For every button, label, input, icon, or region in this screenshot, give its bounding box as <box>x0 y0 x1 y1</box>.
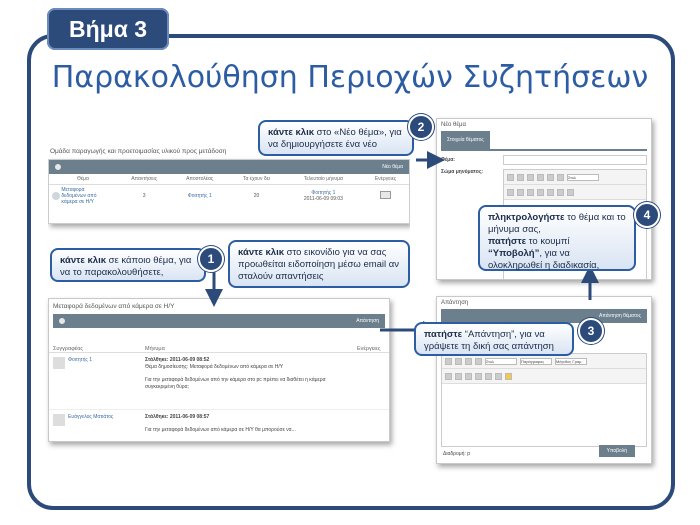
callout-4-bold3: “Υποβολή” <box>488 248 540 259</box>
paste-icon[interactable] <box>445 373 452 380</box>
undo-icon[interactable] <box>547 189 554 196</box>
topic-list-screenshot <box>48 144 410 240</box>
post-body: Για την μεταφορά δεδομένων από την κάμερα στο pc πρέπει να διαθέτει η κάμερα συγκεκριμένη θύρα; <box>145 377 326 390</box>
callout-1-text: σε κάποιο θέμα, για να το παρακολουθήσετε, <box>60 255 192 278</box>
image-icon[interactable] <box>495 373 502 380</box>
callout-reply <box>414 322 574 356</box>
thread-header: Μεταφορά δεδομένων από κάμερα σε Η/Υ <box>53 303 175 310</box>
table-row <box>49 185 409 208</box>
link-icon[interactable] <box>567 189 574 196</box>
callout-4-text2: το κουμπί <box>526 236 570 247</box>
callout-3-bold: πατήστε <box>424 329 463 340</box>
subject-label: Θέμα: <box>441 157 455 163</box>
callout-3-text: “Απάντηση”, για να γράψετε τη δική σας απάντηση <box>424 329 554 352</box>
col-replies: Απαντήσεις <box>117 174 171 185</box>
forum-toolbar <box>49 160 409 174</box>
callout-email-notify <box>228 240 410 288</box>
gear-icon <box>57 316 67 326</box>
list-icon[interactable] <box>507 189 514 196</box>
bold-icon[interactable] <box>445 358 452 365</box>
callout-2-bold: κάντε κλικ <box>268 127 315 138</box>
italic-icon[interactable] <box>517 174 524 181</box>
style-select[interactable]: Στυλ <box>567 174 599 181</box>
forum-group-header: Ομάδα παραγωγής και προετοιμασίας υλικού προς μετάδοση <box>50 148 227 155</box>
quote-icon[interactable] <box>465 373 472 380</box>
editor-toolbar <box>442 354 646 369</box>
thread-screenshot <box>48 298 390 442</box>
align-left-icon[interactable] <box>547 174 554 181</box>
post-author[interactable]: Ευάγγελος Ματιάτος <box>68 414 114 420</box>
undo-icon[interactable] <box>485 373 492 380</box>
last-date: 2011-06-09 09:03 <box>303 196 343 202</box>
post-body: Για την μεταφορά δεδομένων από κάμερα σε Η/Υ θα μπορούσε να... <box>145 427 296 433</box>
step-number-4: 4 <box>634 202 660 228</box>
col-views: Τα έχουν δει <box>228 174 285 185</box>
body-label: Σώμα μηνύματος: <box>441 169 484 175</box>
col-topic: Θέμα <box>49 174 117 185</box>
callout-5-text: στο εικονίδιο για να σας προωθείται ειδοποίηση μέσω email αν σταλούν απαντήσεις <box>238 247 400 282</box>
callout-4-bold2: πατήστε <box>488 236 527 247</box>
callout-5-bold: κάντε κλικ <box>238 247 285 258</box>
emoji-icon[interactable] <box>505 373 512 380</box>
col-actions: Ενέργειες <box>362 174 409 185</box>
topic-table <box>49 174 409 207</box>
reply-topic-link[interactable]: Απάντηση θέματος <box>599 313 641 319</box>
col-sender: Αποστολέας <box>171 174 228 185</box>
redo-icon[interactable] <box>557 189 564 196</box>
font-size-select[interactable]: Μέγεθος Γραμ <box>555 358 587 365</box>
underline-icon[interactable] <box>527 174 534 181</box>
avatar <box>53 414 65 426</box>
reply-toolbar <box>441 309 647 323</box>
post-item <box>49 410 389 438</box>
italic-icon[interactable] <box>455 358 462 365</box>
post-meta: Στάλθηκε: 2011-06-09 08:57 <box>145 414 210 420</box>
subject-input[interactable] <box>503 155 647 165</box>
email-notify-icon[interactable] <box>380 191 391 199</box>
paragraph-select[interactable]: Παράγραφος <box>520 358 552 365</box>
step-number-1: 1 <box>198 246 224 272</box>
submit-button[interactable]: Υποβολή <box>599 445 635 457</box>
views-count: 20 <box>253 193 260 199</box>
numbered-list-icon[interactable] <box>517 189 524 196</box>
step-number-3: 3 <box>578 318 604 344</box>
editor-toolbar <box>504 170 646 185</box>
step-label: Βήμα 3 <box>47 8 169 50</box>
col-post-actions: Ενέργειες <box>357 346 381 352</box>
callout-new-topic <box>258 120 414 156</box>
align-center-icon[interactable] <box>557 174 564 181</box>
page-title: Παρακολούθηση Περιοχών Συζητήσεων <box>51 60 649 95</box>
editor-toolbar-2 <box>442 369 646 384</box>
post-author[interactable]: Φοιτητής 1 <box>68 357 92 363</box>
underline-icon[interactable] <box>465 358 472 365</box>
style-select[interactable]: Στυλ <box>485 358 517 365</box>
col-last-message: Τελευταίο μήνυμα <box>285 174 362 185</box>
topic-icon <box>52 192 60 200</box>
callout-4-text1: το θέμα και το μήνυμα σας, <box>488 212 626 235</box>
tab-topic-details[interactable]: Στοιχεία θέματος <box>441 131 490 149</box>
step-number-2: 2 <box>408 114 434 140</box>
last-author[interactable]: Φοιτητής 1 <box>311 190 336 196</box>
editor-toolbar-2 <box>504 185 646 200</box>
replies-count: 3 <box>142 193 146 199</box>
align-left-icon[interactable] <box>475 358 482 365</box>
topic-link[interactable]: Μεταφορά δεδομένων από κάμερα σε Η/Υ <box>61 187 97 205</box>
post-item <box>49 353 389 410</box>
gear-icon <box>53 162 63 172</box>
callout-submit <box>478 205 636 271</box>
new-topic-header: Νέο θέμα <box>441 122 466 128</box>
avatar <box>53 357 65 369</box>
editor-path: Διαδρομή: p <box>443 451 470 457</box>
reply-header: Απάντηση <box>441 300 469 306</box>
reply-link[interactable]: Απάντηση <box>356 318 379 324</box>
strike-icon[interactable] <box>537 174 544 181</box>
list-icon[interactable] <box>455 373 462 380</box>
col-author: Συγγραφέας <box>53 346 84 352</box>
callout-2-text: στο «Νέο θέμα», για να δημιουργήσετε ένα νέο <box>268 127 402 150</box>
last-message <box>285 185 362 208</box>
bold-icon[interactable] <box>507 174 514 181</box>
col-message: Μήνυμα <box>145 346 165 352</box>
quote-icon[interactable] <box>527 189 534 196</box>
sender-name[interactable]: Φοιτητής 1 <box>187 193 212 199</box>
callout-1-bold: κάντε κλικ <box>60 255 107 266</box>
new-topic-link[interactable]: Νέο θέμα <box>382 164 403 170</box>
callout-4-bold1: πληκτρολογήστε <box>488 212 565 223</box>
subscript-icon[interactable] <box>537 189 544 196</box>
post-meta: Στάλθηκε: 2011-06-09 08:52 <box>145 357 210 363</box>
callout-4-text3: , για να ολοκληρωθεί η διαδικασία, <box>488 248 600 271</box>
subscript-icon[interactable] <box>475 373 482 380</box>
post-subject: Θέμα δημοσίευσης: Μεταφορά δεδομένων από κάμερα σε Η/Υ <box>145 364 284 370</box>
callout-select-topic <box>50 248 206 282</box>
thread-toolbar <box>53 314 385 328</box>
